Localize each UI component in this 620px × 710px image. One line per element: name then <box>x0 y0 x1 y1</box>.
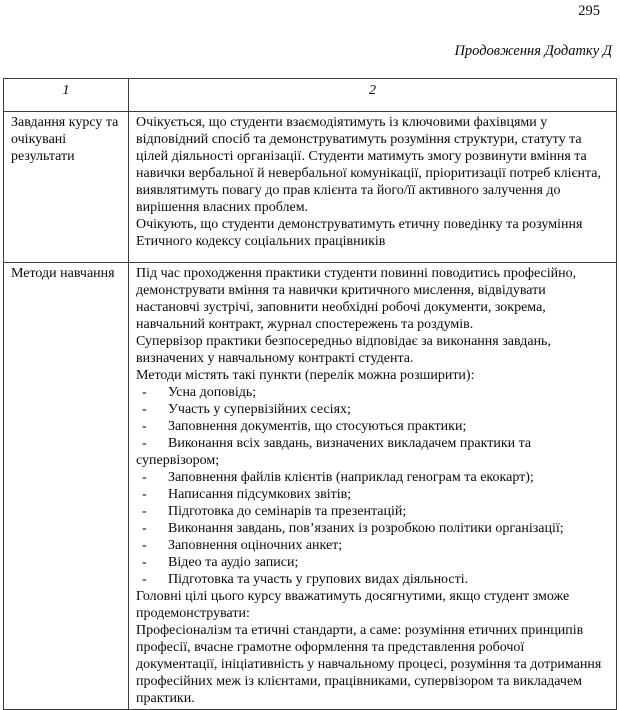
table-row <box>4 112 617 263</box>
row-content <box>129 263 617 710</box>
list-item <box>136 537 609 554</box>
paragraph: Методи містять такі пункти (перелік можна розширити): <box>136 368 475 383</box>
row-label: Методи навчання <box>4 263 129 710</box>
list-item <box>136 435 609 469</box>
list-item-text: Підготовка до семінарів та презентацій; <box>168 504 407 519</box>
paragraph: Головні цілі цього курсу вважатимуть досягнутими, якщо студент зможе продемонструвати: <box>136 589 570 621</box>
list-dash: - <box>142 521 147 536</box>
list-dash: - <box>142 572 147 587</box>
list-dash: - <box>142 385 147 400</box>
list-item <box>136 571 609 588</box>
table-row <box>4 263 617 710</box>
paragraph: Під час проходження практики студенти повинні поводитись професійно, демонструвати вміння та навички критичного мислення, відвідувати настановчі зустрічі, заповнити необхідні робочі документи, зокрема, навчальний контракт, журнал спостережень та роздумів. <box>136 266 577 332</box>
list-item <box>136 486 609 503</box>
paragraph: Очікується, що студенти взаємодіятимуть із ключовими фахівцями у відповідний спосіб та демонструватимуть розуміння структури, статуту та цілей діяльності організації. Студенти матимуть змогу розвинути вміння та навички вербальної й невербальної комунікації, пріоритизації потреб клієнта, виявлятимуть повагу до прав клієнта та його/її активного залучення до вирішення власних проблем. <box>136 115 602 215</box>
list-dash: - <box>142 538 147 553</box>
list-item <box>136 520 609 537</box>
list-item-text: Написання підсумкових звітів; <box>168 487 352 502</box>
table-header-row <box>4 79 617 112</box>
list-item-text: Виконання завдань, пов’язаних із розробкою політики організації; <box>168 521 564 536</box>
list-item <box>136 503 609 520</box>
paragraph: Професіоналізм та етичні стандарти, а саме: розуміння етичних принципів професії, вчасне грамотне оформлення та представлення робочої документації, ініціативність у навчальному процесі, розуміння та дотримання професійних меж із клієнтами, працівниками, супервізором та викладачем практики. <box>136 623 602 706</box>
list-item-text: Усна доповідь; <box>168 385 257 400</box>
list-item-text: Виконання всіх завдань, визначених викладачем практики та супервізором; <box>136 436 532 468</box>
list-item <box>136 384 609 401</box>
column-header-1: 1 <box>4 79 129 112</box>
list-item <box>136 469 609 486</box>
page-number: 295 <box>578 3 600 19</box>
list-dash: - <box>142 504 147 519</box>
list-dash: - <box>142 487 147 502</box>
paragraph: Очікують, що студенти демонструватимуть етичну поведінку та розуміння Етичного кодексу соціальних працівників <box>136 217 583 249</box>
appendix-continuation-note: Продовження Додатку Д <box>454 43 612 59</box>
list-item-text: Участь у супервізійних сесіях; <box>168 402 351 417</box>
list-dash: - <box>142 419 147 434</box>
appendix-table <box>3 78 617 710</box>
list-dash: - <box>142 402 147 417</box>
table-body <box>4 112 617 710</box>
list-item-text: Заповнення файлів клієнтів (наприклад генограм та екокарт); <box>168 470 534 485</box>
list-item-text: Заповнення оціночних анкет; <box>168 538 343 553</box>
paragraph: Супервізор практики безпосередньо відповідає за виконання завдань, визначених у навчальному контракті студента. <box>136 334 551 366</box>
column-header-2: 2 <box>129 79 617 112</box>
list-item-text: Заповнення документів, що стосуються практики; <box>168 419 467 434</box>
list-item <box>136 554 609 571</box>
row-content <box>129 112 617 263</box>
list-dash: - <box>142 436 147 451</box>
list-dash: - <box>142 555 147 570</box>
list-item <box>136 418 609 435</box>
list-dash: - <box>142 470 147 485</box>
list-item-text: Підготовка та участь у групових видах діяльності. <box>168 572 469 587</box>
row-label: Завдання курсу та очікувані результати <box>4 112 129 263</box>
list-item-text: Відео та аудіо записи; <box>168 555 299 570</box>
list-item <box>136 401 609 418</box>
